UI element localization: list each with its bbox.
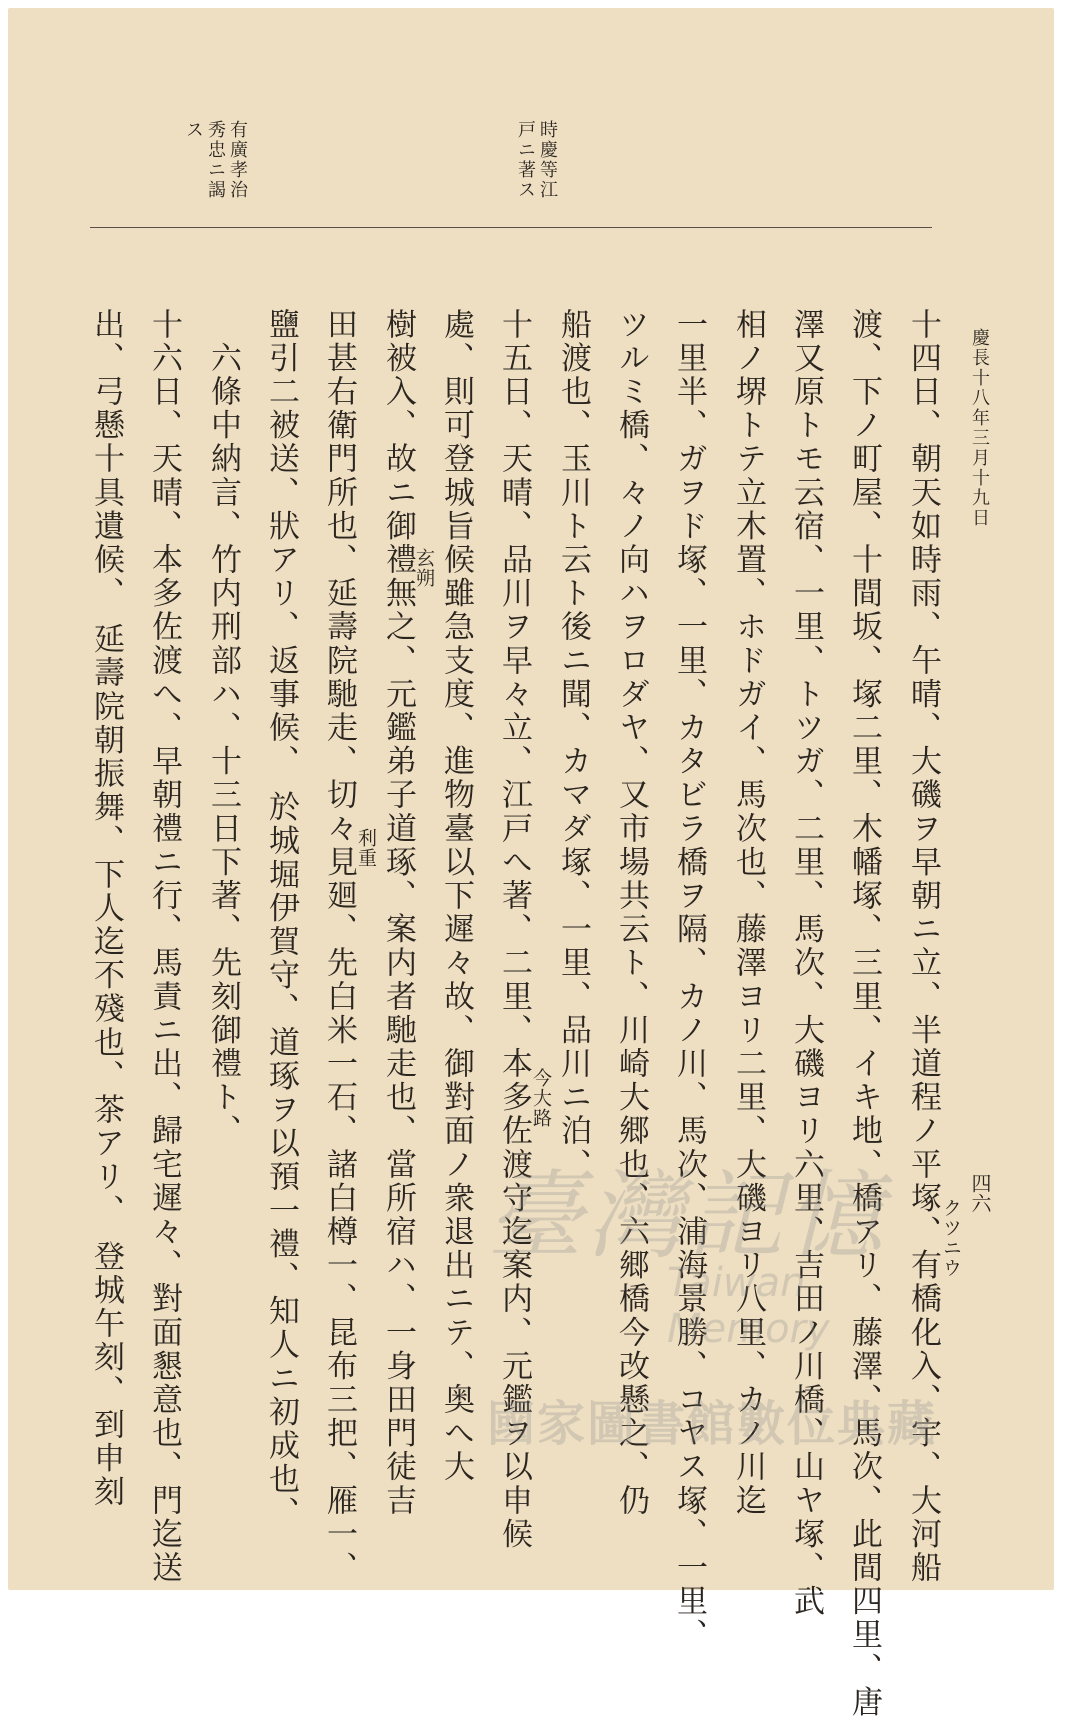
text-line: 渡、下ノ町屋、十間坂、塚二里、木幡塚、三里、イキ地、橋アリ、藤澤、馬次、此間四里、唐 (846, 308, 882, 1719)
watermark-english: Taiwan Memory (667, 1260, 830, 1352)
top-note-line: 戸ニ著ス (515, 120, 536, 200)
text-line: 六條中納言、竹内刑部ハ、十三日下著、先刻御禮ト、 (205, 308, 241, 1148)
top-note-1 (514, 120, 558, 240)
watermark-subtitle: 國家圖書館數位典藏 (487, 1396, 938, 1452)
text-line: 十五日、天晴、品川ヲ早々立、江戸へ著、二里、本多佐渡守迄案内、元鑑ヲ以申候 (496, 308, 532, 1552)
text-line: 船渡也、玉川ト云ト後ニ聞、カマダ塚、一里、品川ニ泊、 (555, 308, 591, 1182)
text-line: 處、則可登城旨候雖急支度、進物臺以下遲々故、御對面ノ衆退出ニテ、奥へ大 (438, 308, 474, 1484)
header-rule (90, 227, 932, 228)
text-line: 十六日、天晴、本多佐渡へ、早朝禮ニ行、馬責ニ出、歸宅遲々、對面懇意也、門迄送 (146, 308, 182, 1585)
text-line: 一里半、ガヲド塚、一里、カタビラ橋ヲ隔、カノ川、馬次、浦海景勝、コヤス塚、一里、 (671, 308, 707, 1652)
text-line: ツルミ橋、々ノ向ハヲロダヤ、又市場共云ト、川崎大郷也、六郷橋今改懸之、仍 (613, 308, 649, 1518)
ruby-annotation: クツニウ (940, 1198, 962, 1278)
watermark-logo: 臺灣記憶 (487, 1160, 887, 1272)
text-line: 樹被入、故ニ御禮無之、元鑑弟子道琢、案内者馳走也、當所宿ハ、一身田門徒吉 (380, 308, 416, 1518)
top-note-line: 秀忠ニ謁 (205, 120, 226, 200)
text-line: 出、弓懸十具遺候、 延壽院朝振舞、下人迄不殘也、茶アリ、 登城午刻、到申刻 (88, 308, 124, 1509)
top-note-line: 時慶等江 (537, 120, 558, 200)
text-line: 澤又原トモ云宿、一里、トツガ、二里、馬次、大磯ヨリ六里、吉田ノ川橋、山ヤ塚、武 (788, 308, 824, 1619)
text-line: 鹽引二被送、狀アリ、返事候、 於城堀伊賀守、道琢ヲ以預一禮、知人ニ初成也、 (263, 308, 299, 1531)
watermark (487, 1140, 977, 1460)
top-note-line: 有廣孝治 (227, 120, 248, 200)
top-note-2 (182, 120, 248, 240)
ruby-annotation: 今大路 (530, 1068, 552, 1128)
inline-note: 玄朔 (413, 548, 435, 588)
inline-note: 利重 (355, 828, 377, 868)
text-line: 相ノ堺トテ立木置、ホドガイ、馬次也、藤澤ヨリ二里、大磯ヨリ八里、カノ川迄 (730, 308, 766, 1518)
top-note-line: ス (183, 120, 204, 140)
page-header: 慶長十八年三月十九日 (969, 328, 990, 528)
page-number: 四六 (968, 1173, 992, 1213)
text-line: 田甚右衛門所也、延壽院馳走、切々見廻、先白米一石、諸白樽一、昆布三把、雁一、 (321, 308, 357, 1585)
text-line: 十四日、朝天如時雨、午晴、大磯ヲ早朝ニ立、半道程ノ平塚、有橋化入、宇、大河船 (905, 308, 941, 1585)
